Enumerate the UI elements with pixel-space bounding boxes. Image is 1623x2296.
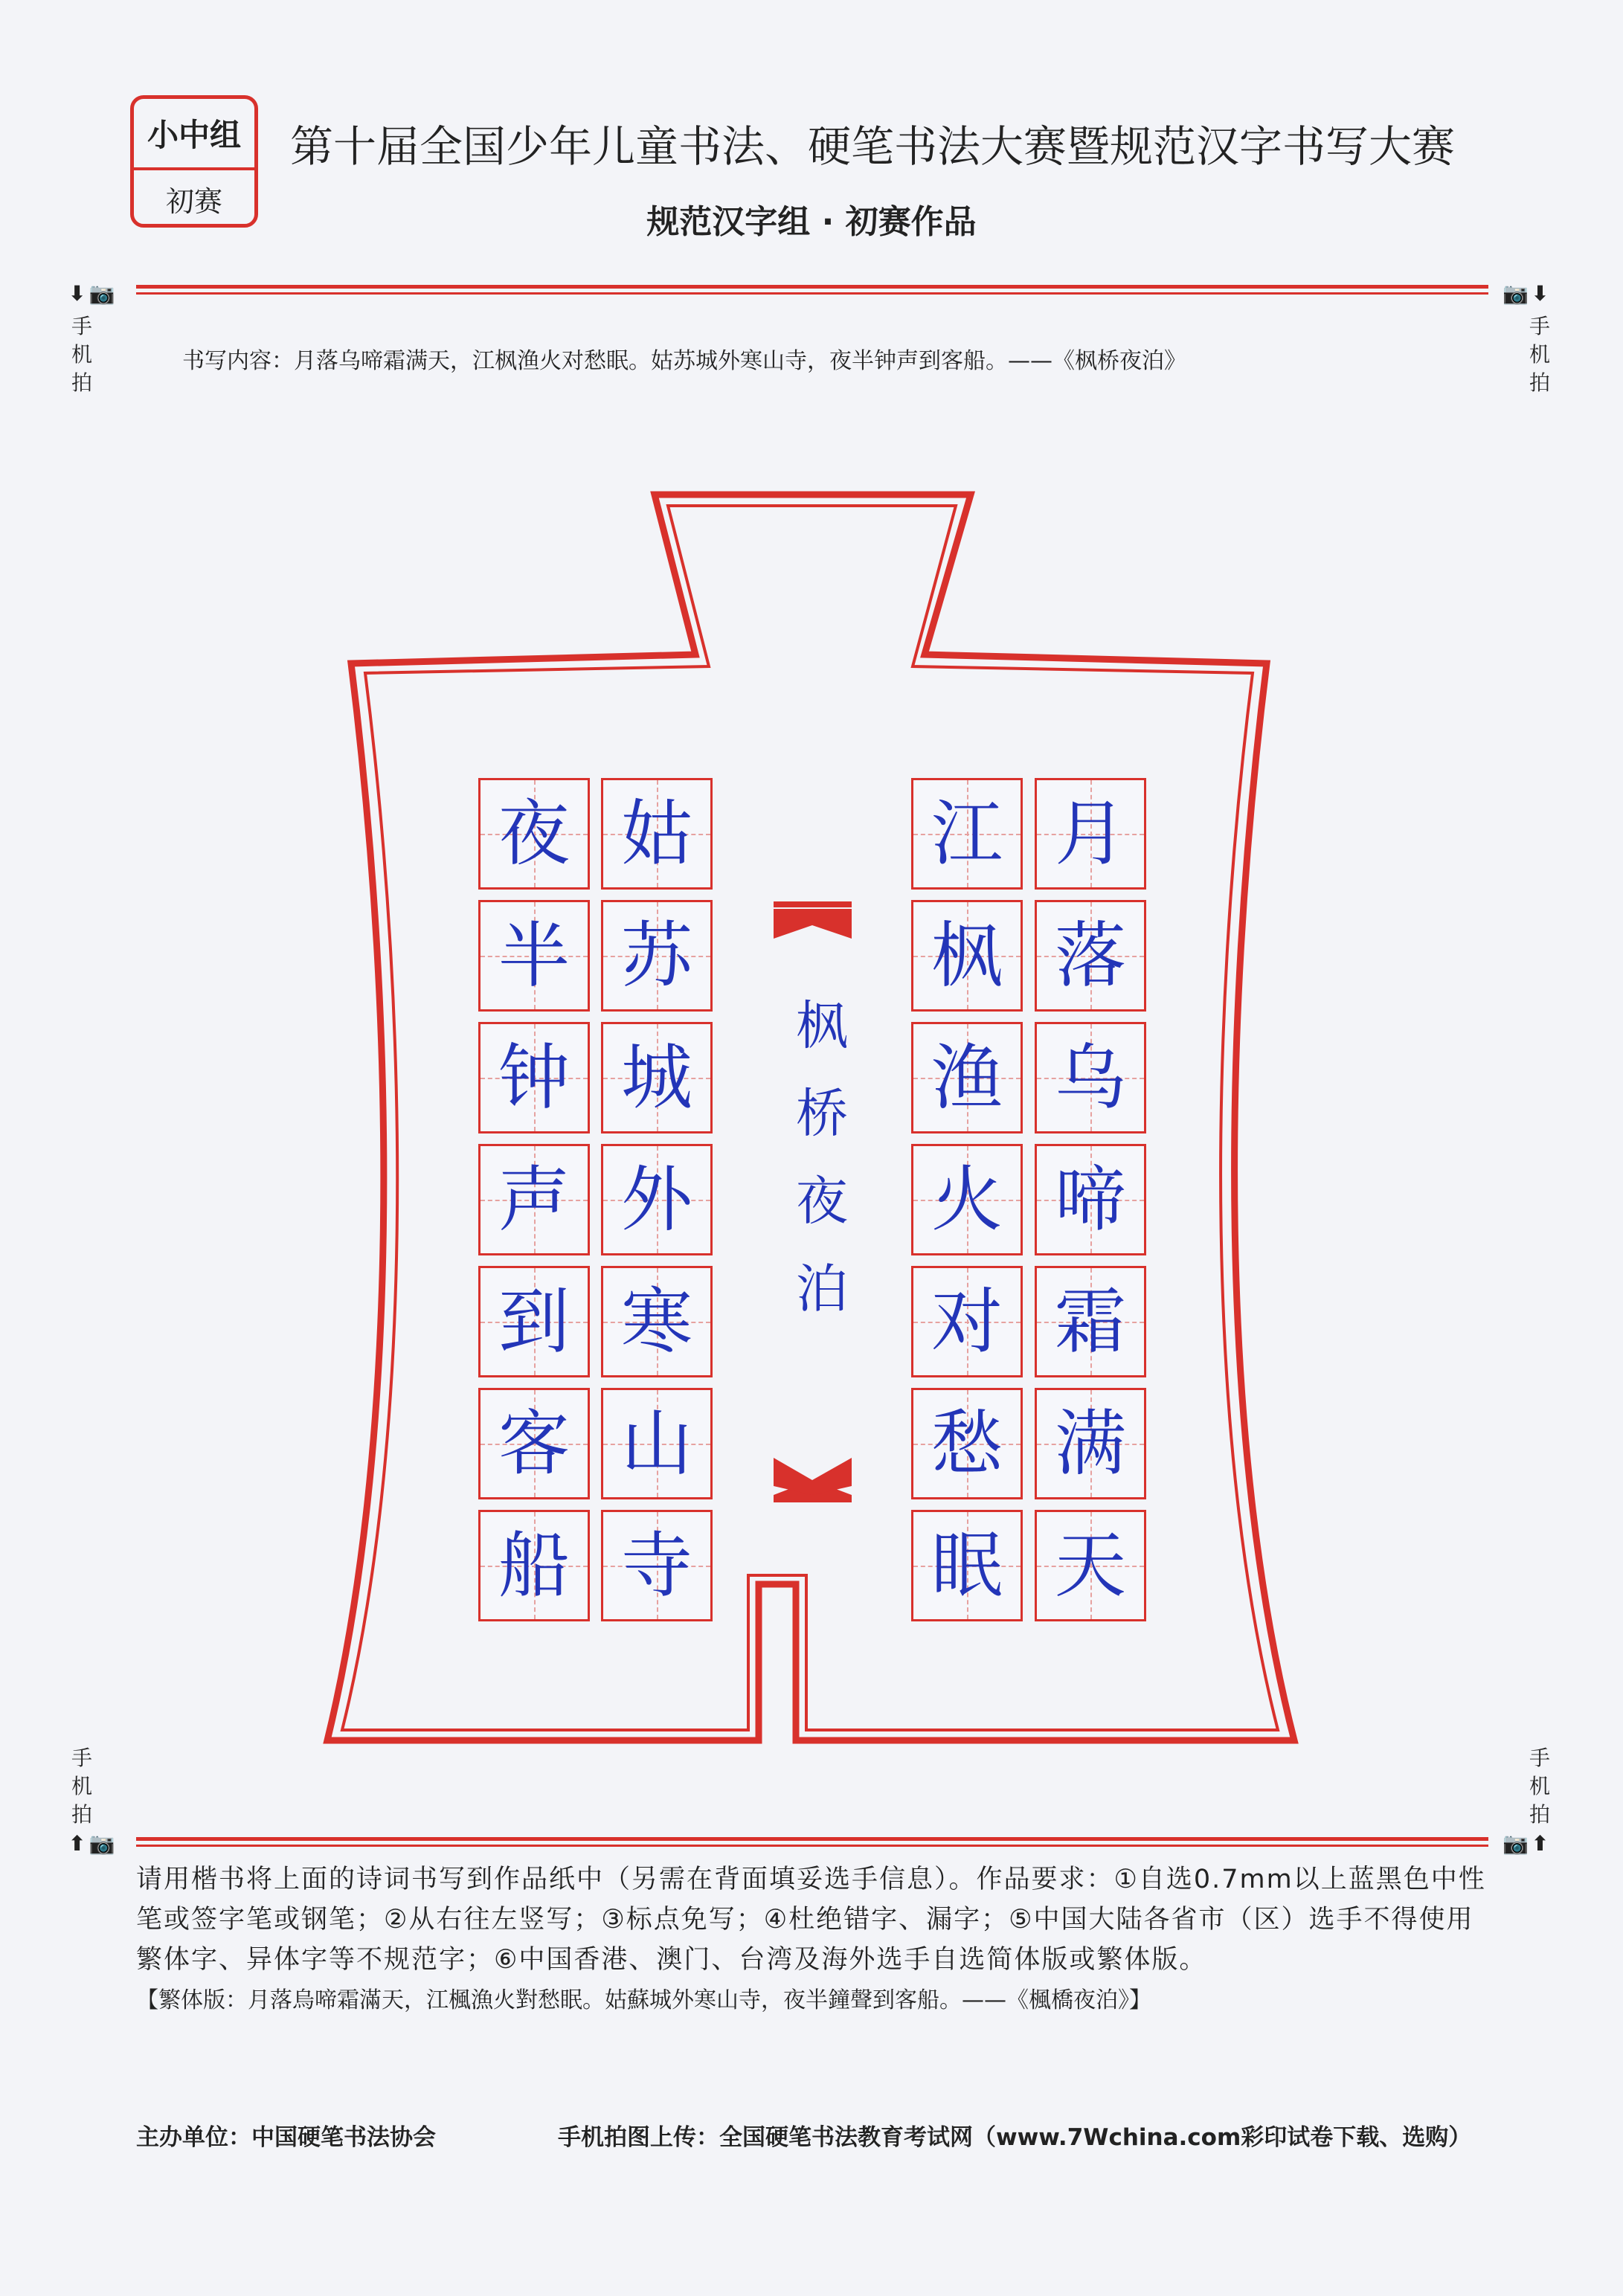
grid-cell: [601, 1022, 713, 1133]
camera-icon: 📷: [1503, 281, 1529, 306]
poem-character: 霜: [1055, 1280, 1126, 1363]
grid-cell: [601, 778, 713, 890]
top-right-photo-label: 手 机 拍: [1529, 314, 1550, 395]
grid-cell: [601, 1388, 713, 1499]
poem-character: 苏: [621, 914, 692, 997]
grid-cell: [478, 1266, 590, 1377]
poem-character: 钟: [498, 1036, 570, 1119]
grid-cell: [478, 1022, 590, 1133]
bottom-right-photo-mark: [1503, 1831, 1549, 1856]
page-title: 第十届全国少年儿童书法、硬笔书法大赛暨规范汉字书写大赛: [290, 121, 1456, 172]
poem-character: 到: [498, 1280, 570, 1363]
poem-character: 山: [621, 1402, 692, 1485]
badge-group-label: 小中组: [134, 99, 254, 170]
poem-character: 满: [1055, 1402, 1126, 1485]
grid-cell: [911, 900, 1023, 1012]
upload-text: 手机拍图上传：全国硬笔书法教育考试网（www.7Wchina.com彩印试卷下载、选购）: [558, 2124, 1472, 2151]
camera-icon: 📷: [89, 281, 115, 306]
camera-icon: 📷: [1503, 1831, 1529, 1856]
poem-title-char: 桥: [796, 1083, 848, 1144]
poem-title-vertical: [781, 982, 863, 1333]
traditional-version-text: 【繁体版：月落烏啼霜滿天，江楓漁火對愁眠。姑蘇城外寒山寺，夜半鐘聲到客船。——《楓橋夜泊》】: [136, 1987, 1151, 2013]
poem-character: 船: [498, 1524, 570, 1607]
grid-cell: [1035, 778, 1146, 890]
bottom-left-photo-mark: [68, 1831, 115, 1856]
poem-character: 城: [621, 1036, 692, 1119]
grid-cell: [911, 1022, 1023, 1133]
grid-cell: [601, 1144, 713, 1255]
camera-icon: 📷: [89, 1831, 115, 1856]
top-ornament: [774, 909, 852, 939]
poem-character: 天: [1055, 1524, 1126, 1607]
grid-cell: [601, 1266, 713, 1377]
poem-character: 半: [498, 914, 570, 997]
bottom-red-rule: [136, 1837, 1488, 1849]
grid-cell: [1035, 900, 1146, 1012]
poem-character: 落: [1055, 914, 1126, 997]
bottom-right-photo-label: 手 机 拍: [1529, 1746, 1550, 1827]
poem-title-char: 泊: [796, 1258, 848, 1319]
arrow-down-icon: ⬇: [68, 281, 86, 306]
poem-character: 渔: [931, 1036, 1003, 1119]
organizer-text: 主办单位：中国硬笔书法协会: [136, 2124, 436, 2151]
grid-cell: [911, 1266, 1023, 1377]
grid-cell: [911, 1144, 1023, 1255]
grid-cell: [601, 1510, 713, 1621]
grid-cell: [601, 900, 713, 1012]
poem-character: 乌: [1055, 1036, 1126, 1119]
poem-character: 姑: [621, 792, 692, 875]
poem-title-char: 夜: [796, 1171, 848, 1232]
grid-cell: [478, 1510, 590, 1621]
poem-character: 月: [1055, 792, 1126, 875]
poem-character: 夜: [498, 792, 570, 875]
grid-cell: [1035, 1388, 1146, 1499]
requirements-text: 请用楷书将上面的诗词书写到作品纸中（另需在背面填妥选手信息）。作品要求：①自选0.7mm以上蓝黑色中性笔或签字笔或钢笔；②从右往左竖写；③标点免写；④杜绝错字、漏字；⑤中国大陆各省市（区）选手不得使用繁体字、异体字等不规范字；⑥中国香港、澳门、台湾及海外选手自选简体版或繁体版。: [136, 1865, 1486, 1975]
arrow-up-icon: ⬆: [68, 1831, 86, 1856]
grid-cell: [478, 900, 590, 1012]
arrow-down-icon: ⬇: [1531, 281, 1549, 306]
grid-cell: [911, 1388, 1023, 1499]
poem-character: 啼: [1055, 1158, 1126, 1241]
poem-title-char: 枫: [796, 995, 848, 1056]
poem-character: 客: [498, 1402, 570, 1485]
poem-character: 寒: [621, 1280, 692, 1363]
grid-cell: [911, 778, 1023, 890]
grid-cell: [1035, 1022, 1146, 1133]
grid-cell: [1035, 1144, 1146, 1255]
poem-character: 火: [931, 1158, 1003, 1241]
poem-character: 枫: [931, 914, 1003, 997]
poem-character: 江: [931, 792, 1003, 875]
poem-character: 声: [498, 1158, 570, 1241]
grid-cell: [478, 1144, 590, 1255]
top-left-photo-label: 手 机 拍: [71, 314, 92, 395]
arrow-up-icon: ⬆: [1531, 1831, 1549, 1856]
poem-character: 眠: [931, 1524, 1003, 1607]
badge-round-label: 初赛: [165, 184, 222, 218]
grid-cell: [911, 1510, 1023, 1621]
poem-character: 对: [931, 1280, 1003, 1363]
poem-character: 愁: [931, 1402, 1003, 1485]
page-subtitle: 规范汉字组 · 初赛作品: [646, 203, 977, 241]
poem-character: 外: [621, 1158, 692, 1241]
grid-cell: [478, 1388, 590, 1499]
writing-content: 书写内容：月落乌啼霜满天，江枫渔火对愁眠。姑苏城外寒山寺，夜半钟声到客船。——《枫桥夜泊》: [182, 348, 1186, 374]
grid-cell: [1035, 1266, 1146, 1377]
grid-cell: [1035, 1510, 1146, 1621]
poem-character: 寺: [621, 1524, 692, 1607]
grid-cell: [478, 778, 590, 890]
bottom-left-photo-label: 手 机 拍: [71, 1746, 92, 1827]
